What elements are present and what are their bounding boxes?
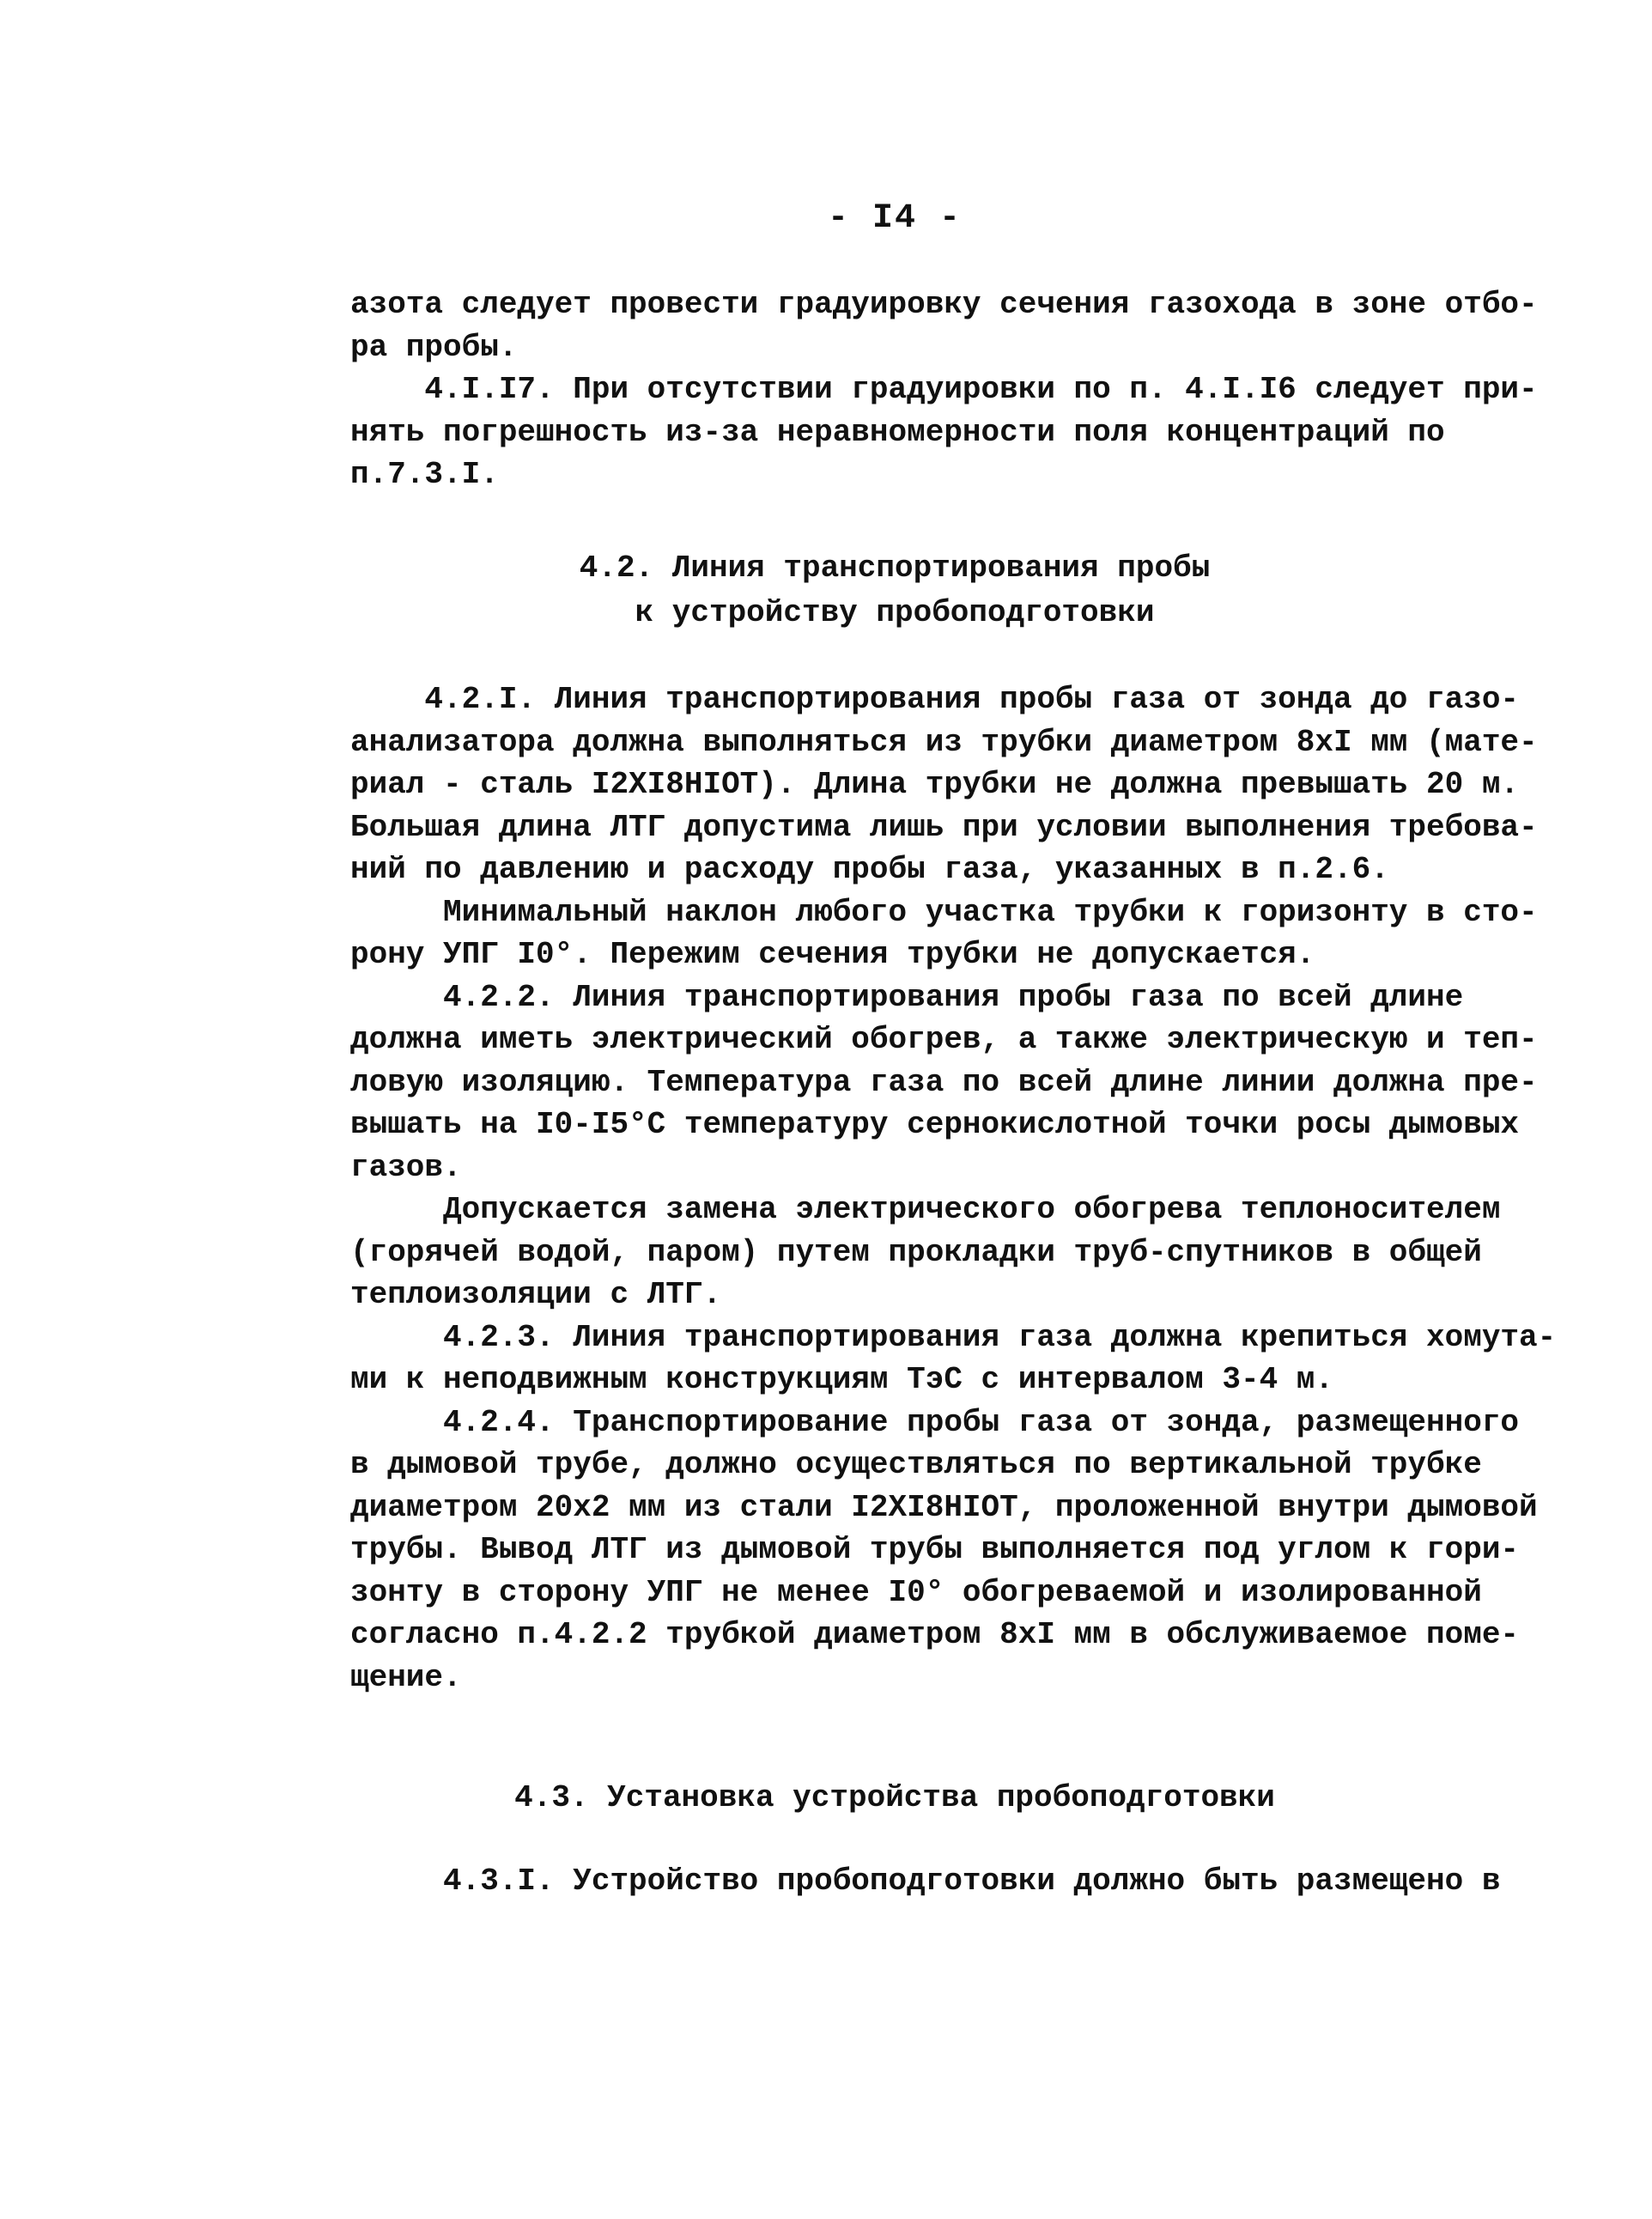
page-number: - I4 - — [827, 199, 963, 238]
text-line: ми к неподвижным конструкциям ТэС с интервалом 3-4 м. — [350, 1362, 1333, 1397]
text-line: ловую изоляцию. Температура газа по всей длине линии должна пре- — [350, 1064, 1538, 1100]
text-block-section-4-2 — [350, 678, 1557, 1699]
text-line: диаметром 20x2 мм из стали I2XI8HIOT, проложенной внутри дымовой — [350, 1489, 1538, 1525]
text-line: (горячей водой, паром) путем прокладки труб-спутников в общей — [350, 1234, 1482, 1270]
heading-line: 4.2. Линия транспортирования пробы — [579, 550, 1211, 586]
text-line: риал - сталь I2XI8HIOT). Длина трубки не должна превышать 20 м. — [350, 767, 1520, 802]
heading-line: к устройству пробоподготовки — [635, 595, 1155, 630]
text-line: ний по давлению и расходу пробы газа, указанных в п.2.6. — [350, 852, 1389, 887]
text-line: 4.I.I7. При отсутствии градуировки по п. 4.I.I6 следует при- — [350, 372, 1538, 407]
section-heading-4-3 — [0, 1776, 1652, 1821]
text-line: Большая длина ЛТГ допустима лишь при условии выполнения требова- — [350, 809, 1538, 845]
text-line: ра пробы. — [350, 329, 518, 365]
text-line: вышать на I0-I5°C температуру сернокислотной точки росы дымовых — [350, 1107, 1520, 1142]
text-line: трубы. Вывод ЛТГ из дымовой трубы выполняется под углом к гори- — [350, 1532, 1520, 1567]
text-line: щение. — [350, 1659, 462, 1695]
heading-line: 4.3. Установка устройства пробоподготовки — [514, 1780, 1275, 1815]
text-line: 4.2.2. Линия транспортирования пробы газа по всей длине — [350, 979, 1464, 1015]
text-line: в дымовой трубе, должно осуществляться по вертикальной трубке — [350, 1447, 1482, 1482]
text-line: анализатора должна выполняться из трубки диаметром 8xI мм (мате- — [350, 724, 1538, 760]
text-line: азота следует провести градуировку сечения газохода в зоне отбо- — [350, 287, 1538, 322]
text-line: теплоизоляции с ЛТГ. — [350, 1277, 722, 1312]
text-block-section-4-3 — [350, 1860, 1501, 1903]
text-line: 4.2.4. Транспортирование пробы газа от зонда, размещенного — [350, 1404, 1520, 1440]
text-line: 4.2.I. Линия транспортирования пробы газа от зонда до газо- — [350, 682, 1520, 717]
text-line: 4.3.I. Устройство пробоподготовки должно быть размещено в — [350, 1863, 1501, 1899]
text-line: нять погрешность из-за неравномерности поля концентраций по — [350, 414, 1445, 450]
text-line: 4.2.3. Линия транспортирования газа должна крепиться хомута- — [350, 1319, 1557, 1355]
text-line: рону УПГ I0°. Пережим сечения трубки не допускается. — [350, 937, 1315, 972]
text-line: газов. — [350, 1149, 462, 1185]
text-line: согласно п.4.2.2 трубкой диаметром 8xI мм в обслуживаемое поме- — [350, 1617, 1520, 1652]
text-line: Допускается замена электрического обогрева теплоносителем — [350, 1192, 1501, 1227]
section-heading-4-2 — [0, 546, 1652, 635]
text-block-continuation — [350, 283, 1538, 496]
text-line: п.7.3.I. — [350, 457, 499, 492]
text-line: Минимальный наклон любого участка трубки к горизонту в сто- — [350, 894, 1538, 930]
text-line: должна иметь электрический обогрев, а также электрическую и теп- — [350, 1022, 1538, 1057]
text-line: зонту в сторону УПГ не менее I0° обогреваемой и изолированной — [350, 1574, 1482, 1610]
